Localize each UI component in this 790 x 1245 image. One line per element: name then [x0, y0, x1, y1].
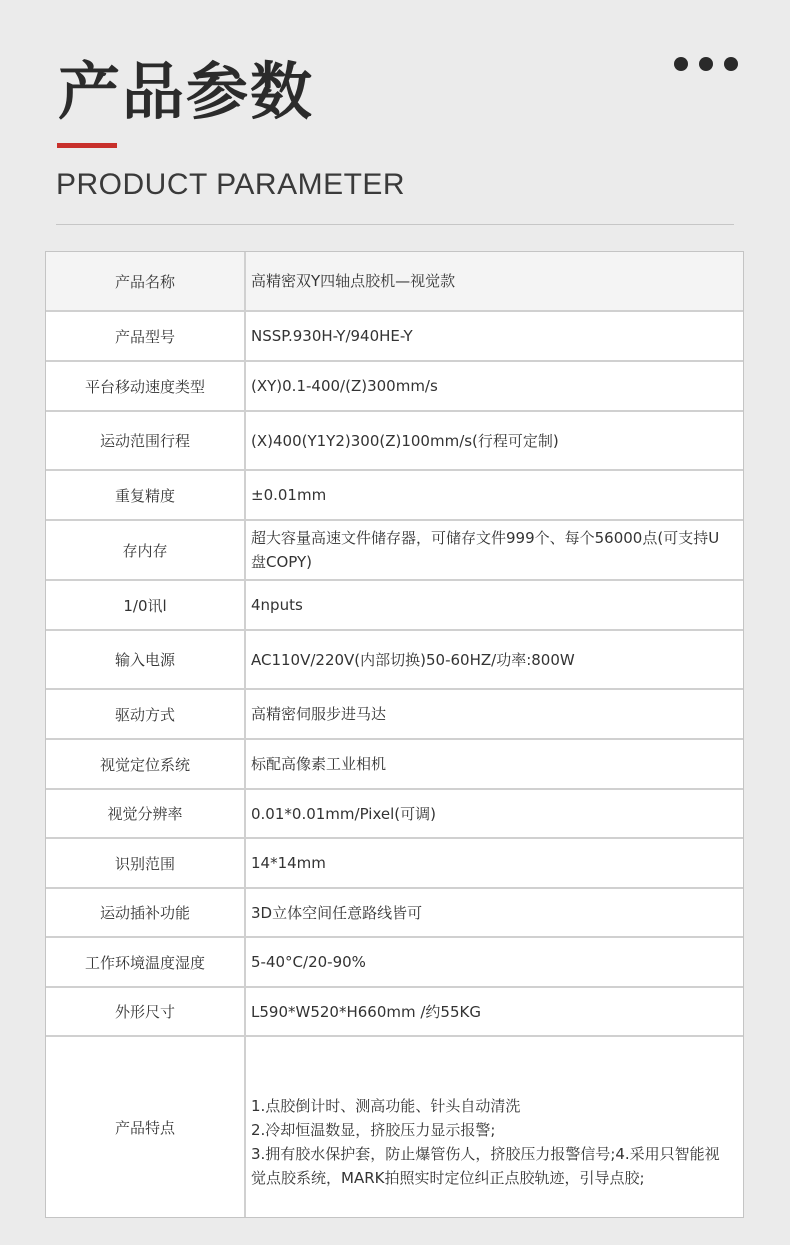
- param-label: 运动范围行程: [46, 412, 246, 469]
- features-list: [246, 1037, 743, 1217]
- table-row: [46, 581, 743, 631]
- param-value: 14*14mm: [251, 854, 326, 872]
- param-label: 识别范围: [46, 839, 246, 887]
- param-value: 5-40°C/20-90%: [251, 953, 366, 971]
- param-value: (X)400(Y1Y2)300(Z)100mm/s(行程可定制): [251, 431, 559, 450]
- page-title: 产品参数: [58, 55, 315, 128]
- parameter-table: [45, 251, 744, 1218]
- param-value: 标配高像素工业相机: [251, 755, 387, 773]
- param-label: 平台移动速度类型: [46, 362, 246, 410]
- features-label: 产品特点: [46, 1037, 246, 1217]
- param-label: 视觉定位系统: [46, 740, 246, 788]
- param-label: 输入电源: [46, 631, 246, 688]
- table-row: [46, 938, 743, 988]
- param-value: 0.01*0.01mm/Pixel(可调): [251, 804, 436, 823]
- param-value: 高精密双Y四轴点胶机—视觉款: [251, 272, 456, 290]
- table-row: [46, 521, 743, 581]
- table-row: [46, 631, 743, 690]
- param-value: 超大容量高速文件储存器，可储存文件999个、每个56000点(可支持U盘COPY): [251, 529, 720, 571]
- table-row: [46, 412, 743, 471]
- table-row: [46, 988, 743, 1037]
- param-label: 产品型号: [46, 312, 246, 360]
- param-label: 运动插补功能: [46, 889, 246, 936]
- table-row-features: [46, 1037, 743, 1217]
- param-label: 存内存: [46, 521, 246, 579]
- param-label: 外形尺寸: [46, 988, 246, 1035]
- param-value: (XY)0.1-400/(Z)300mm/s: [251, 377, 438, 395]
- table-row: [46, 740, 743, 790]
- header-divider: [56, 224, 734, 225]
- table-row: [46, 312, 743, 362]
- param-label: 产品名称: [46, 252, 246, 310]
- param-value: L590*W520*H660mm /约55KG: [251, 1002, 481, 1021]
- param-value: NSSP.930H-Y/940HE-Y: [251, 327, 413, 345]
- table-row: [46, 790, 743, 839]
- table-row: [46, 471, 743, 521]
- param-value: ±0.01mm: [251, 486, 327, 504]
- title-accent-bar: [57, 143, 117, 148]
- table-row: [46, 839, 743, 889]
- more-options-icon[interactable]: [674, 57, 738, 71]
- param-label: 重复精度: [46, 471, 246, 519]
- param-label: 1/0讯l: [46, 581, 246, 629]
- param-label: 视觉分辨率: [46, 790, 246, 837]
- feature-line: 1.点胶倒计时、测高功能、针头自动清洗: [251, 1097, 521, 1115]
- feature-line: 3.拥有胶水保护套，防止爆管伤人，挤胶压力报警信号;4.采用只智能视觉点胶系统，MARK拍照实时定位纠正点胶轨迹，引导点胶;: [251, 1145, 720, 1187]
- feature-line: 2.冷却恒温数显，挤胶压力显示报警;: [251, 1121, 496, 1139]
- param-label: 驱动方式: [46, 690, 246, 738]
- table-row: [46, 690, 743, 740]
- table-row: [46, 252, 743, 312]
- param-value: 4nputs: [251, 596, 303, 614]
- page-subtitle: PRODUCT PARAMETER: [56, 168, 406, 201]
- table-row: [46, 889, 743, 938]
- param-value: 高精密伺服步进马达: [251, 705, 387, 723]
- param-value: 3D立体空间任意路线皆可: [251, 903, 423, 922]
- param-label: 工作环境温度湿度: [46, 938, 246, 986]
- param-value: AC110V/220V(内部切换)50-60HZ/功率:800W: [251, 650, 575, 669]
- table-row: [46, 362, 743, 412]
